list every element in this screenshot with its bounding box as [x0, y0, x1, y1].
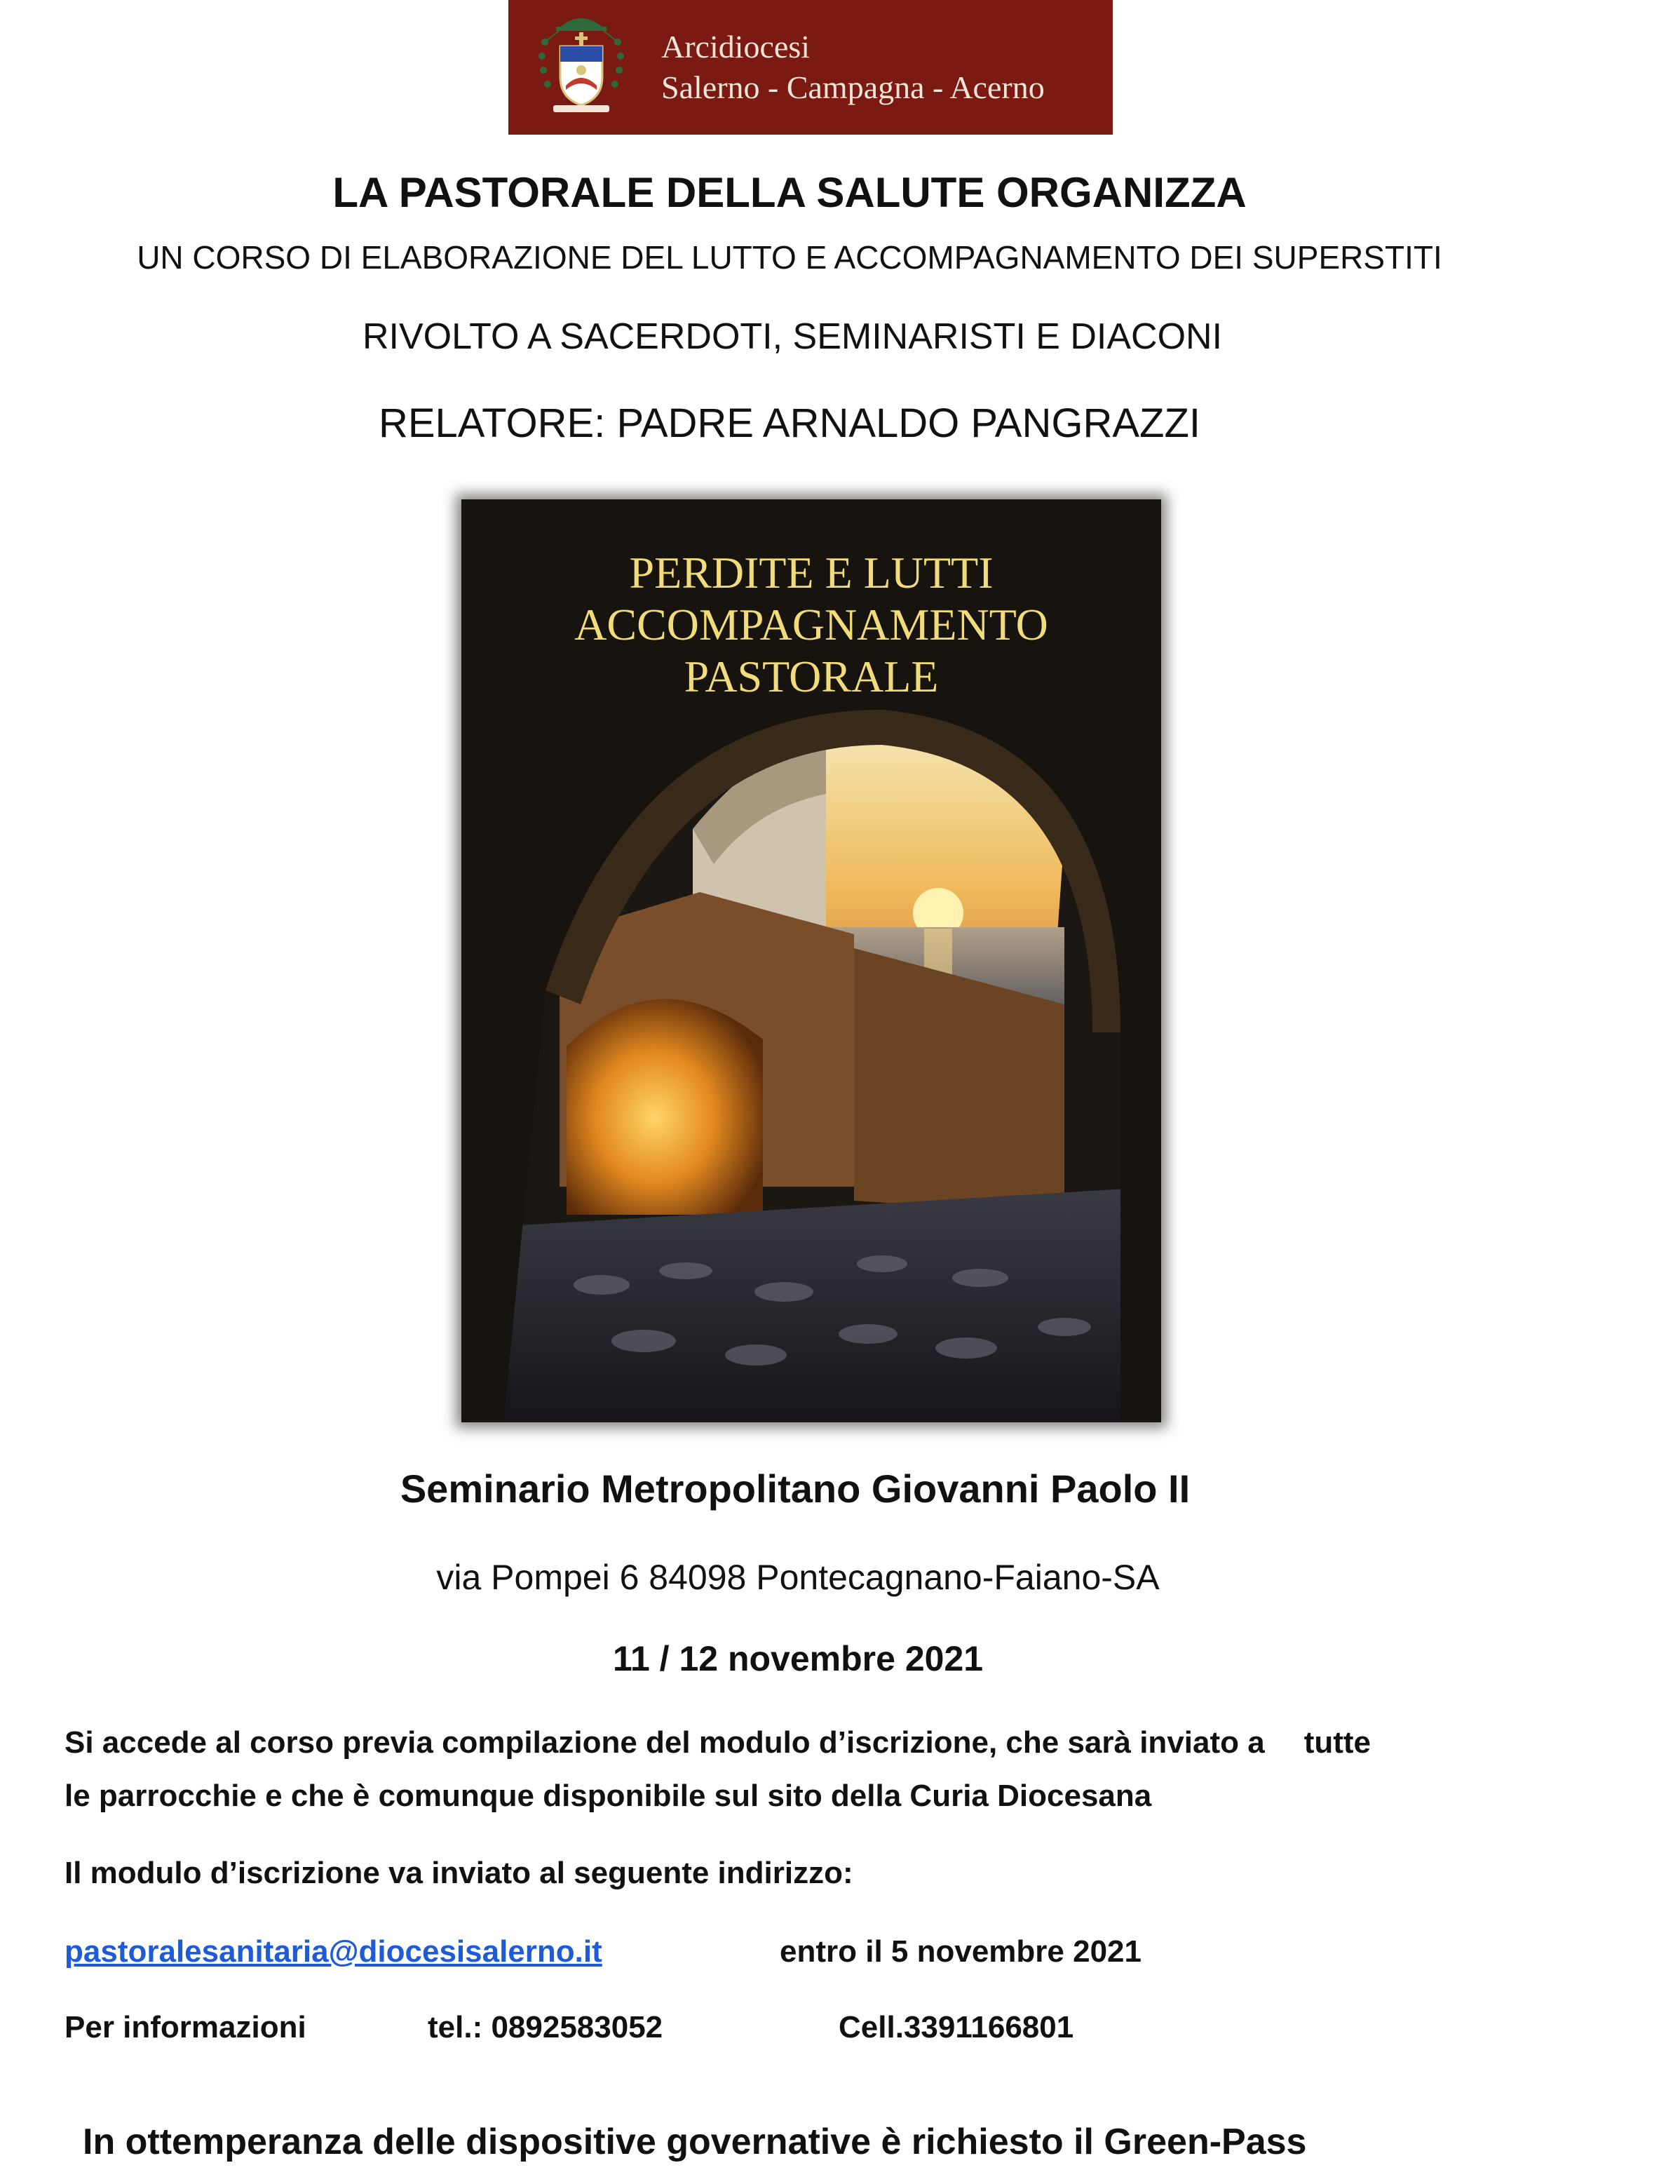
event-dates: 11 / 12 novembre 2021 — [612, 1639, 984, 1678]
module-instructions: Il modulo d’iscrizione va inviato al seguente indirizzo: — [65, 1856, 853, 1890]
access-info-line-1 — [65, 1725, 1371, 1760]
audience-line: RIVOLTO A SACERDOTI, SEMINARISTI E DIACONI — [362, 316, 1223, 357]
deadline-text: entro il 5 novembre 2021 — [780, 1934, 1142, 1969]
access-info-end: tutte — [1303, 1725, 1371, 1760]
cover-title-line-2: ACCOMPAGNAMENTO — [574, 600, 1048, 649]
speaker-line: RELATORE: PADRE ARNALDO PANGRAZZI — [378, 400, 1201, 446]
cover-title-line-1: PERDITE E LUTTI — [629, 548, 994, 598]
cover-title-line-3: PASTORALE — [684, 652, 939, 701]
course-subtitle: UN CORSO DI ELABORAZIONE DEL LUTTO E ACCOMPAGNAMENTO DEI SUPERSTITI — [137, 239, 1442, 276]
info-label: Per informazioni — [65, 2010, 306, 2044]
archdiocese-crest-icon — [538, 7, 625, 114]
telephone-number: tel.: 0892583052 — [428, 2010, 663, 2044]
banner-subtitle: Salerno - Campagna - Acerno — [661, 69, 1045, 105]
banner-title: Arcidiocesi — [661, 29, 811, 65]
access-info-text: Si accede al corso previa compilazione del modulo d’iscrizione, che sarà inviato a — [65, 1725, 1265, 1760]
header-banner — [508, 0, 1113, 135]
book-cover-image — [461, 499, 1161, 1422]
venue-address: via Pompei 6 84098 Pontecagnano-Faiano-SA — [436, 1558, 1160, 1597]
green-pass-notice: In ottemperanza delle dispositive governative è richiesto il Green-Pass — [83, 2122, 1307, 2162]
contact-email-link[interactable]: pastoralesanitaria@diocesisalerno.it — [65, 1934, 602, 1969]
page-title: LA PASTORALE DELLA SALUTE ORGANIZZA — [332, 169, 1247, 216]
access-info-line-2: le parrocchie e che è comunque disponibile sul sito della Curia Diocesana — [65, 1779, 1152, 1813]
venue-name: Seminario Metropolitano Giovanni Paolo II — [400, 1467, 1191, 1511]
cell-number: Cell.3391166801 — [839, 2010, 1074, 2044]
